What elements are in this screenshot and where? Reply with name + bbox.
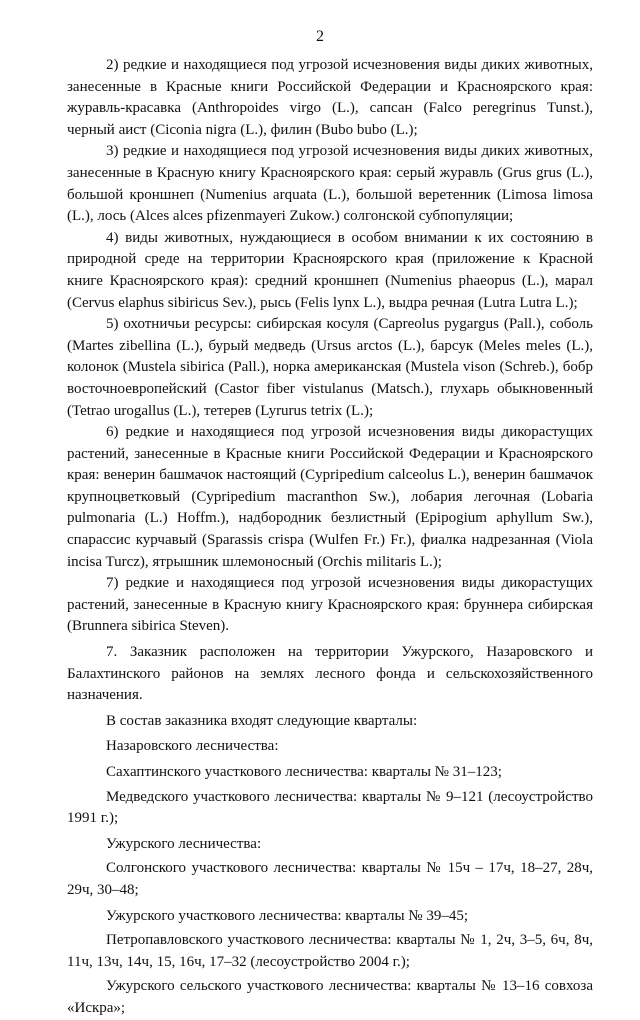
petropavlovsky-quarters: Петропавловского участкового лесничества: кварталы № 1, 2ч, 3–5, 6ч, 8ч, 11ч, 13ч, 14ч, 15, 16ч, 17–32 (лесоустройство 2004 г.); (67, 932, 593, 970)
uzhursky-quarters: Ужурского участкового лесничества: кварталы № 39–45; (106, 907, 469, 924)
paragraph-hunting-resources: 5) охотничьи ресурсы: сибирская косуля (Capreolus pygargus (Pall.), соболь (Martes zibellina (L.), бурый медведь (Ursus arctos (L.), барсук (Meles meles (L.), колонок (Mustela sibirica (Pall.), норка американская (Mustela vison (Schreb.), бобр восточноевропейский (Castor fiber vistulanus (Matsch.), глухарь обыкновенный (Tetrao urogallus (L.), тетерев (Lyrurus tetrix (L.); (67, 316, 593, 419)
page-number: 2 (316, 28, 324, 45)
solgonsky-quarters: Солгонского участкового лесничества: кварталы № 15ч – 17ч, 18–27, 28ч, 29ч, 30–48; (67, 860, 593, 898)
uzhur-forestry-header: Ужурского лесничества: (106, 835, 262, 852)
paragraph-reserve-location: 7. Заказник расположен на территории Ужурского, Назаровского и Балахтинского районов на землях лесного фонда и сельскохозяйственного назначения. (67, 644, 593, 704)
paragraph-rare-plants-red-books: 6) редкие и находящиеся под угрозой исчезновения виды дикорастущих растений, занесенные в Красные книги Российской Федерации и Красноярского края: венерин башмачок настоящий (Cypripedium calceolus L.), венерин башмачок крупноцветковый (Cypripedium macranthon Sw.), лобария легочная (Lobaria pulmonaria (L.) Hoffm.), надбородник безлистный (Epipogium aphyllum Sw.), спарассис курчавый (Sparassis crispa (Wulfen Fr.) Fr.), фиалка надрезанная (Viola incisa Turcz), ятрышник шлемоносный (Orchis militaris L.); (67, 424, 593, 570)
quarters-intro: В состав заказника входят следующие кварталы: (106, 712, 418, 729)
paragraph-rare-animals-red-books: 2) редкие и находящиеся под угрозой исчезновения виды диких животных, занесенные в Красные книги Российской Федерации и Красноярского края: журавль-красавка (Anthropoides virgo (L.), сапсан (Falco peregrinus Tunst.), черный аист (Ciconia nigra (L.), филин (Bubo bubo (L.); (67, 57, 593, 138)
paragraph-rare-animals-krasnoyarsk: 3) редкие и находящиеся под угрозой исчезновения виды диких животных, занесенные в Красную книгу Красноярского края: серый журавль (Grus grus (L.), большой кроншнеп (Numenius arquata (L.), большой веретенник (Limosa limosa (L.), лось (Alces alces pfizenmayeri Zukow.) солгонской субпопуляции; (67, 143, 593, 225)
paragraph-rare-plants-krasnoyarsk: 7) редкие и находящиеся под угрозой исчезновения виды дикорастущих растений, занесенные в Красную книгу Красноярского края: бруннера сибирская (Brunnera sibirica Steven). (67, 575, 593, 635)
nazarovo-forestry-header: Назаровского лесничества: (106, 738, 279, 755)
document-body (67, 55, 593, 1020)
uzhur-rural-quarters: Ужурского сельского участкового лесничества: кварталы № 13–16 совхоза «Искра»; (67, 978, 593, 1016)
sakhaptinsky-quarters: Сахаптинского участкового лесничества: кварталы № 31–123; (106, 764, 502, 780)
paragraph-animals-special-attention: 4) виды животных, нуждающиеся в особом внимании к их состоянию в природной среде на территории Красноярского края (приложение к Красной книге Красноярского края): средний кроншнеп (Numenius phaeopus (L.), марал (Cervus elaphus sibiricus Sev.), рысь (Felis lynx L.), выдра речная (Lutra Lutra L.); (67, 229, 593, 311)
medvedsky-quarters: Медведского участкового лесничества: кварталы № 9–121 (лесоустройство 1991 г.); (67, 788, 593, 827)
